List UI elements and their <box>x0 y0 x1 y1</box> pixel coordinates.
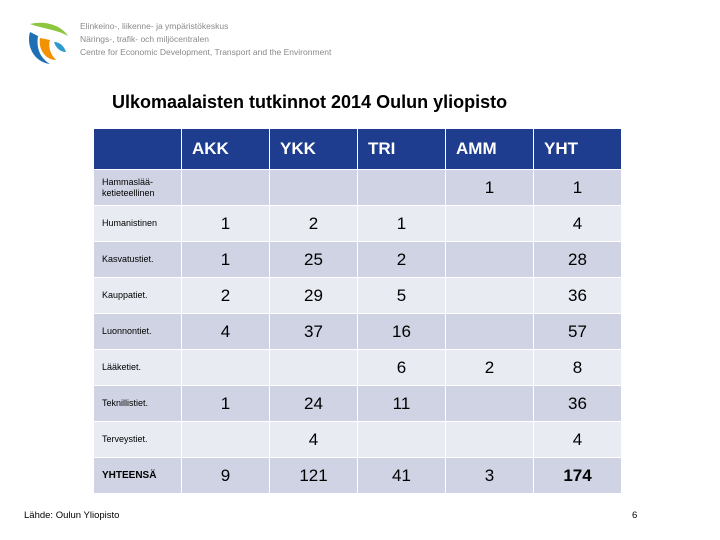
table-cell: 4 <box>534 422 622 458</box>
table-cell <box>182 422 270 458</box>
table-cell: 4 <box>182 314 270 350</box>
table-row <box>94 170 622 206</box>
slide-title: Ulkomaalaisten tutkinnot 2014 Oulun yliopisto <box>112 92 508 112</box>
table-cell: 1 <box>182 242 270 278</box>
table-cell: 2 <box>358 242 446 278</box>
row-label: Kasvatustiet. <box>94 242 182 278</box>
table-cell: 6 <box>358 350 446 386</box>
column-header-amm: AMM <box>446 129 534 170</box>
table-cell: 3 <box>446 458 534 494</box>
table-cell: 25 <box>270 242 358 278</box>
table-cell: 2 <box>182 278 270 314</box>
table-cell <box>446 206 534 242</box>
column-header-ykk: YKK <box>270 129 358 170</box>
table-row <box>94 314 622 350</box>
table-cell: 4 <box>534 206 622 242</box>
row-label: Teknillistiet. <box>94 386 182 422</box>
source-note: Lähde: Oulun Yliopisto <box>24 510 120 521</box>
table-cell <box>270 350 358 386</box>
table-cell <box>358 422 446 458</box>
table-cell: 41 <box>358 458 446 494</box>
degrees-table <box>93 128 622 494</box>
row-label: Humanistinen <box>94 206 182 242</box>
org-line-en: Centre for Economic Development, Transport and the Environment <box>80 47 332 57</box>
total-row-label: YHTEENSÄ <box>94 458 182 494</box>
table-row <box>94 278 622 314</box>
table-row <box>94 242 622 278</box>
row-label: Hammaslää- ketieteellinen <box>94 170 182 206</box>
table-cell <box>182 350 270 386</box>
table-cell: 2 <box>270 206 358 242</box>
table-cell: 121 <box>270 458 358 494</box>
table-cell: 36 <box>534 278 622 314</box>
row-label: Luonnontiet. <box>94 314 182 350</box>
table-cell: 37 <box>270 314 358 350</box>
table-row <box>94 422 622 458</box>
table-cell <box>446 278 534 314</box>
row-label: Terveystiet. <box>94 422 182 458</box>
header-corner <box>94 129 182 170</box>
table-cell: 9 <box>182 458 270 494</box>
organization-name <box>80 20 331 59</box>
table-row <box>94 206 622 242</box>
table-cell <box>446 242 534 278</box>
page-number: 6 <box>632 510 638 521</box>
column-header-akk: AKK <box>182 129 270 170</box>
table-cell: 1 <box>182 386 270 422</box>
column-header-tri: TRI <box>358 129 446 170</box>
table-cell: 36 <box>534 386 622 422</box>
table-cell: 57 <box>534 314 622 350</box>
table-cell <box>446 314 534 350</box>
table-cell <box>446 386 534 422</box>
table-cell <box>358 170 446 206</box>
table-cell: 28 <box>534 242 622 278</box>
table-header-row <box>94 129 622 170</box>
table-cell: 8 <box>534 350 622 386</box>
table-cell: 1 <box>534 170 622 206</box>
table-cell: 24 <box>270 386 358 422</box>
ely-logo <box>24 18 74 68</box>
table-cell <box>270 170 358 206</box>
table-cell: 5 <box>358 278 446 314</box>
table-row <box>94 386 622 422</box>
grand-total-cell: 174 <box>534 458 622 494</box>
table-row <box>94 350 622 386</box>
table-cell: 4 <box>270 422 358 458</box>
row-label: Kauppatiet. <box>94 278 182 314</box>
org-line-fi: Elinkeino-, liikenne- ja ympäristökeskus <box>80 21 229 31</box>
table-cell <box>182 170 270 206</box>
table-cell: 1 <box>446 170 534 206</box>
org-line-sv: Närings-, trafik- och miljöcentralen <box>80 34 209 44</box>
table-cell: 1 <box>182 206 270 242</box>
table-total-row <box>94 458 622 494</box>
table-cell: 1 <box>358 206 446 242</box>
table-cell <box>446 422 534 458</box>
table-cell: 11 <box>358 386 446 422</box>
column-header-yht: YHT <box>534 129 622 170</box>
table-cell: 29 <box>270 278 358 314</box>
table-cell: 2 <box>446 350 534 386</box>
row-label: Lääketiet. <box>94 350 182 386</box>
table-cell: 16 <box>358 314 446 350</box>
